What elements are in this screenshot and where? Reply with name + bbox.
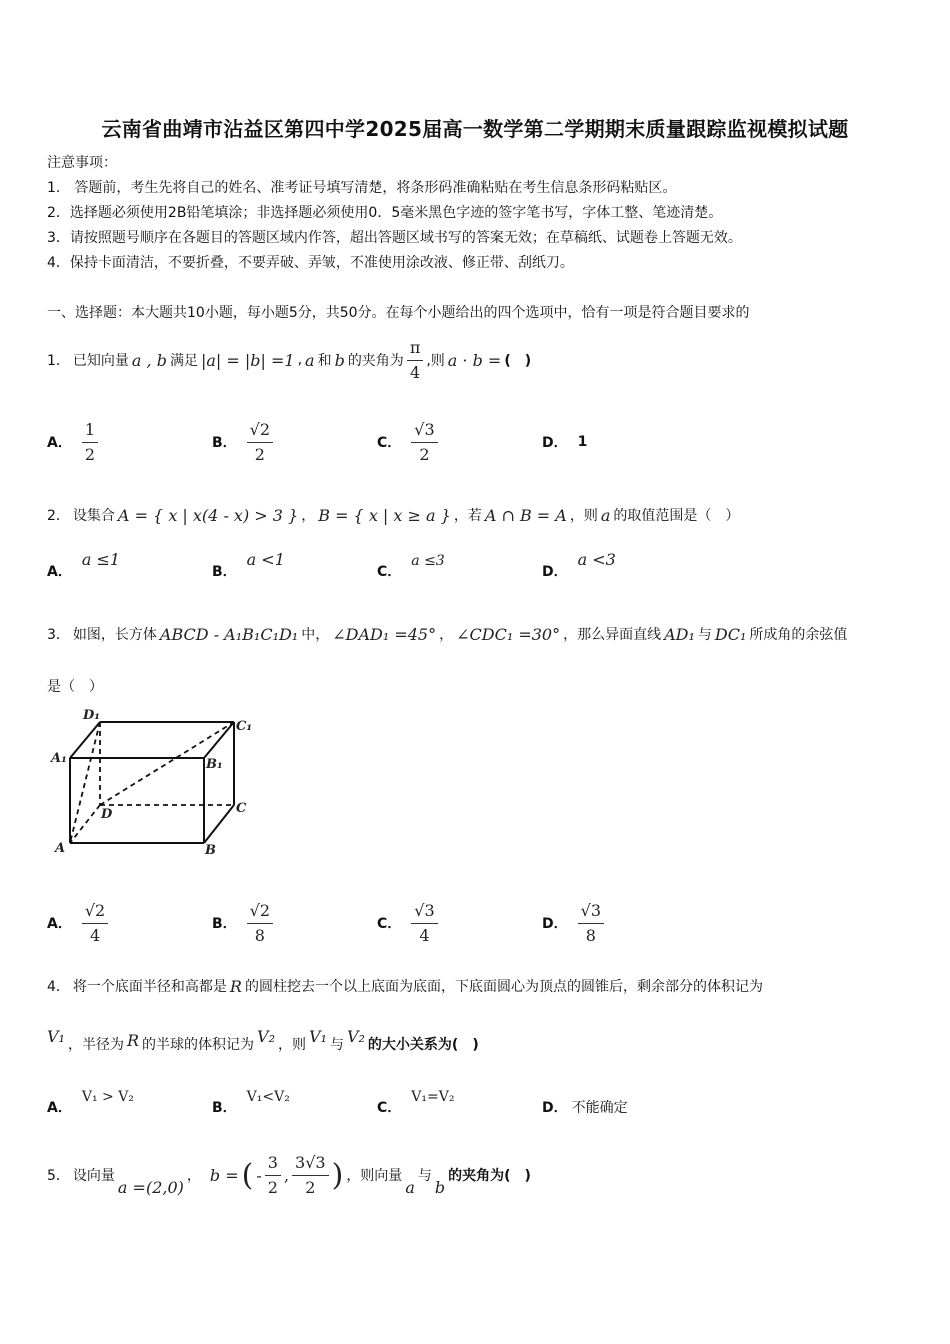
option-value: V₁<V₂ <box>246 1089 290 1105</box>
question-text: 的圆柱挖去一个以上底面为底面，下底面圆心为顶点的圆锥后，剩余部分的体积记为 <box>244 979 763 995</box>
q3-option-b[interactable] <box>212 893 273 953</box>
option-value: a ≤1 <box>81 550 121 569</box>
question-text: 设向量 <box>72 1168 115 1184</box>
math-vector-a: a =(2,0) <box>117 1177 184 1197</box>
right-paren: ) <box>331 1157 344 1193</box>
question-text: 的半球的体积记为 <box>142 1037 255 1053</box>
question-text: ，则 <box>277 1037 306 1053</box>
question-4 <box>47 972 763 1000</box>
comma: , <box>283 1165 290 1185</box>
question-text: 与 <box>417 1168 432 1184</box>
question-3-continued: 是（ ） <box>47 679 103 695</box>
option-fraction <box>578 901 604 944</box>
question-1 <box>47 330 531 390</box>
b-x-fraction <box>265 1153 281 1196</box>
left-paren: ( <box>241 1157 254 1193</box>
question-3 <box>47 614 847 654</box>
question-text: 和 <box>317 353 332 369</box>
vertex-label-d1: D₁ <box>83 708 100 723</box>
question-text: 中， <box>301 627 330 643</box>
fraction-numerator: √2 <box>82 901 108 923</box>
question-text: ，半径为 <box>67 1037 124 1053</box>
option-label: A． <box>47 435 72 451</box>
q4-option-c[interactable] <box>377 1085 454 1117</box>
question-text: ，若 <box>453 508 482 524</box>
q1-option-a[interactable] <box>47 412 98 472</box>
math-b: b <box>334 350 345 370</box>
option-fraction <box>411 420 437 463</box>
fraction-numerator: 1 <box>82 420 98 442</box>
q4-option-a[interactable] <box>47 1085 134 1117</box>
fraction-numerator: √3 <box>411 901 437 923</box>
math-r: R <box>229 976 242 996</box>
vertex-label-b1: B₁ <box>206 757 223 772</box>
question-text: 的夹角为( ) <box>448 1168 531 1184</box>
question-text: ， <box>439 627 454 643</box>
question-5 <box>47 1142 531 1208</box>
question-number: 1． <box>47 353 70 369</box>
option-label: C． <box>377 1100 402 1116</box>
question-text: 的取值范围是（ ） <box>613 508 740 524</box>
q2-option-d[interactable] <box>542 550 616 581</box>
question-number: 2． <box>47 508 70 524</box>
q2-option-a[interactable] <box>47 550 121 581</box>
option-fraction <box>411 901 437 944</box>
math-v2: V₂ <box>346 1026 365 1046</box>
option-label: C． <box>377 916 402 932</box>
math-r: R <box>126 1030 140 1050</box>
option-label: B． <box>212 435 237 451</box>
vertex-label-c1: C₁ <box>236 719 253 734</box>
question-text: 将一个底面半径和高都是 <box>72 979 227 995</box>
math-a: a <box>305 350 315 370</box>
fraction-denominator: 8 <box>585 925 596 945</box>
question-2 <box>47 495 739 535</box>
b-y-fraction <box>292 1153 329 1196</box>
question-text: 已知向量 <box>72 353 129 369</box>
math-cuboid: ABCD - A₁B₁C₁D₁ <box>159 624 299 644</box>
fraction-numerator: √3 <box>411 420 437 442</box>
fraction-denominator: 2 <box>419 444 430 464</box>
fraction-numerator: √3 <box>578 901 604 923</box>
option-label: D． <box>542 435 568 451</box>
question-text: 与 <box>329 1037 344 1053</box>
fraction-numerator: √2 <box>247 901 273 923</box>
q1-option-d[interactable] <box>542 412 587 472</box>
question-text: , <box>297 352 303 368</box>
math-b: b <box>434 1177 446 1197</box>
option-value: V₁ > V₂ <box>81 1089 134 1105</box>
q4-option-b[interactable] <box>212 1085 290 1117</box>
angle-fraction <box>407 338 424 381</box>
option-fraction <box>82 901 108 944</box>
fraction-numerator: π <box>407 338 424 360</box>
question-text: 满足 <box>169 353 198 369</box>
question-text: 与 <box>697 627 712 643</box>
question-text: 的夹角为 <box>347 353 404 369</box>
math-intersection: A ∩ B = A <box>484 505 567 525</box>
option-label: B． <box>212 916 237 932</box>
fraction-denominator: 4 <box>409 362 421 382</box>
option-label: A． <box>47 564 72 580</box>
math-v2: V₂ <box>257 1026 275 1046</box>
question-text: ，则 <box>569 508 598 524</box>
q2-option-c[interactable] <box>377 553 445 581</box>
math-vector-b: b = <box>209 1165 239 1185</box>
vertex-label-a: A <box>55 841 66 856</box>
math-a: a <box>600 505 611 525</box>
question-text: ，则向量 <box>346 1168 403 1184</box>
fraction-denominator: 2 <box>254 444 265 464</box>
edge-cb <box>204 805 234 843</box>
math-norms: |a| = |b| =1 <box>200 350 295 370</box>
notice-item-1: 1. 答题前，考生先将自己的姓名、准考证号填写清楚，将条形码准确粘贴在考生信息条形码粘贴区。 <box>47 180 677 196</box>
question-4-continued <box>47 1026 479 1062</box>
notice-heading: 注意事项： <box>47 155 117 171</box>
fraction-denominator: 2 <box>84 444 96 464</box>
math-angle-dad1: ∠DAD₁ =45° <box>332 624 437 644</box>
option-value: 不能确定 <box>571 1100 628 1116</box>
section-heading: 一、选择题：本大题共10小题，每小题5分，共50分。在每个小题给出的四个选项中，恰有一项是符合题目要求的 <box>47 305 750 321</box>
math-angle-cdc1: ∠CDC₁ =30° <box>456 624 561 644</box>
option-value: a ≤3 <box>411 553 445 569</box>
vertex-label-b: B <box>205 843 216 858</box>
q2-option-b[interactable] <box>212 550 285 581</box>
option-value: 1 <box>577 434 588 450</box>
page-title: 云南省曲靖市沾益区第四中学2025届高一数学第二学期期末质量跟踪监视模拟试题 <box>101 117 849 141</box>
option-value: a <3 <box>577 550 616 569</box>
edge-b1c1 <box>204 722 234 758</box>
option-label: A． <box>47 1100 72 1116</box>
math-set-b: B = { x | x ≥ a } <box>318 505 451 525</box>
answer-blank: ( ) <box>504 353 532 369</box>
math-set-a: A = { x | x(4 - x) > 3 } <box>117 505 299 525</box>
question-text: ， <box>186 1168 201 1184</box>
math-dc1: DC₁ <box>714 624 747 644</box>
math-v1: V₁ <box>47 1026 65 1046</box>
vertex-label-d: D <box>101 807 113 822</box>
fraction-denominator: 4 <box>419 925 430 945</box>
fraction-denominator: 2 <box>267 1177 278 1197</box>
option-label: D． <box>542 564 568 580</box>
minus-sign: - <box>256 1165 262 1185</box>
option-label: C． <box>377 564 402 580</box>
fraction-denominator: 2 <box>305 1177 316 1197</box>
notice-item-3: 3．请按照题号顺序在各题目的答题区域内作答，超出答题区域书写的答案无效；在草稿纸、试题卷上答题无效。 <box>47 230 742 246</box>
notice-item-4: 4．保持卡面清洁，不要折叠，不要弄破、弄皱，不准使用涂改液、修正带、刮纸刀。 <box>47 255 574 271</box>
question-text: ，那么异面直线 <box>563 627 662 643</box>
math-vectors: a , b <box>131 350 167 370</box>
notice-item-2: 2．选择题必须使用2B铅笔填涂；非选择题必须使用0．5毫米黑色字迹的签字笔书写，字体工整、笔迹清楚。 <box>47 205 723 221</box>
hidden-edge-da <box>70 805 100 843</box>
math-ad1: AD₁ <box>664 624 695 644</box>
option-value: a <1 <box>246 550 285 569</box>
q1-option-b[interactable] <box>212 412 273 472</box>
question-text: 所成角的余弦值 <box>749 627 848 643</box>
option-label: C． <box>377 435 402 451</box>
option-value: V₁=V₂ <box>411 1089 455 1105</box>
q4-option-d[interactable] <box>542 1085 634 1117</box>
option-label: D． <box>542 1100 568 1116</box>
option-fraction <box>247 901 273 944</box>
question-text: ,则 <box>426 353 445 369</box>
vertex-label-a1: A₁ <box>51 751 67 766</box>
question-number: 4． <box>47 979 70 995</box>
q3-option-a[interactable] <box>47 893 108 953</box>
q3-option-d[interactable] <box>542 893 604 953</box>
question-number: 3． <box>47 627 70 643</box>
option-fraction <box>247 420 273 463</box>
q1-option-c[interactable] <box>377 412 438 472</box>
fraction-denominator: 8 <box>254 925 265 945</box>
question-number: 5． <box>47 1168 70 1184</box>
math-dot-product: a · b = <box>447 350 502 370</box>
fraction-numerator: √2 <box>247 420 273 442</box>
option-label: D． <box>542 916 568 932</box>
question-text: 如图，长方体 <box>72 627 157 643</box>
fraction-denominator: 4 <box>89 925 101 945</box>
vertex-label-c: C <box>236 801 247 816</box>
question-text: 的大小关系为( ) <box>367 1037 479 1053</box>
question-text: ， <box>301 508 316 524</box>
question-text: 设集合 <box>72 508 115 524</box>
fraction-numerator: 3√3 <box>292 1153 329 1175</box>
option-label: B． <box>212 1100 237 1116</box>
option-label: B． <box>212 564 237 580</box>
cuboid-figure <box>47 700 267 865</box>
option-fraction <box>82 420 98 463</box>
math-a: a <box>405 1177 415 1197</box>
q3-option-c[interactable] <box>377 893 438 953</box>
math-v1: V₁ <box>308 1026 327 1046</box>
option-label: A． <box>47 916 72 932</box>
fraction-numerator: 3 <box>265 1153 281 1175</box>
